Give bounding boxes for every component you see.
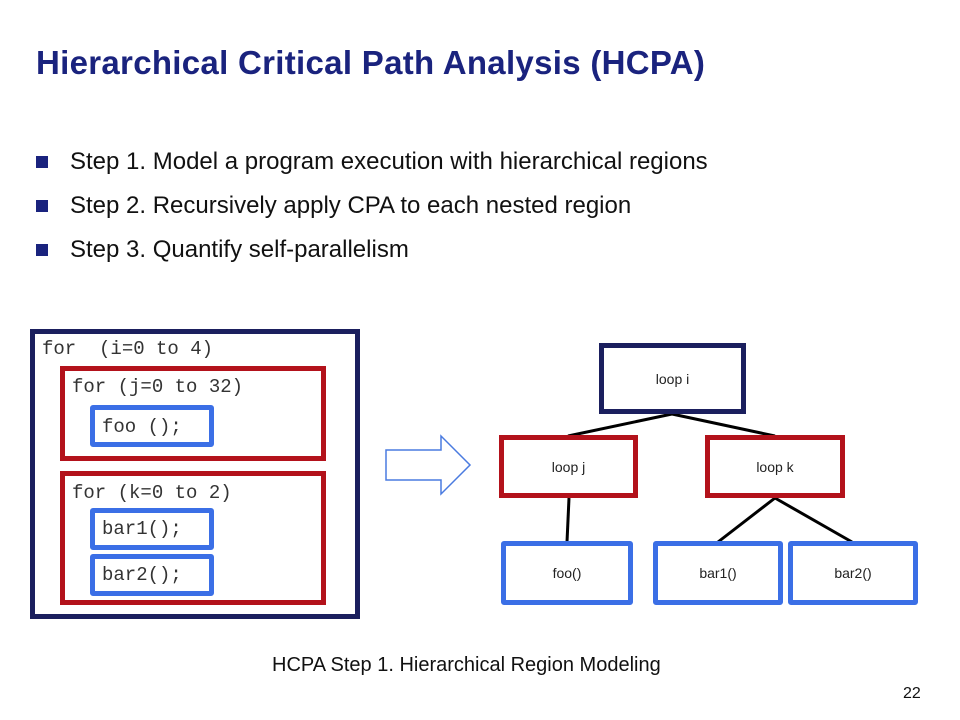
tree-node-loop-i: loop i bbox=[599, 343, 746, 414]
loop-k-code: for (k=0 to 2) bbox=[72, 482, 232, 504]
edge-root-loopk bbox=[672, 414, 775, 436]
slide-title: Hierarchical Critical Path Analysis (HCPA) bbox=[36, 44, 706, 81]
tree-node-foo: foo() bbox=[501, 541, 633, 605]
tree-node-loop-k: loop k bbox=[705, 435, 845, 498]
edge-root-loopj bbox=[568, 414, 672, 436]
bullet-text: Step 3. Quantify self-parallelism bbox=[70, 236, 409, 263]
bar1-code: bar1(); bbox=[102, 518, 182, 540]
outer-loop-code: for (i=0 to 4) bbox=[42, 338, 214, 360]
loop-j-code: for (j=0 to 32) bbox=[72, 376, 244, 398]
foo-code: foo (); bbox=[102, 416, 182, 438]
bar2-code: bar2(); bbox=[102, 564, 182, 586]
tree-node-bar2: bar2() bbox=[788, 541, 918, 605]
bullet-text: Step 1. Model a program execution with hierarchical regions bbox=[70, 148, 708, 175]
tree-node-loop-j: loop j bbox=[499, 435, 638, 498]
edge-loopk-bar2 bbox=[775, 498, 852, 542]
page-number: 22 bbox=[903, 685, 921, 702]
tree-node-bar1: bar1() bbox=[653, 541, 783, 605]
figure-caption: HCPA Step 1. Hierarchical Region Modeling bbox=[272, 654, 661, 676]
edge-loopk-bar1 bbox=[718, 498, 775, 542]
edge-loopj-foo bbox=[567, 498, 569, 542]
bullet-text: Step 2. Recursively apply CPA to each nested region bbox=[70, 192, 632, 219]
right-arrow-icon bbox=[386, 436, 470, 494]
